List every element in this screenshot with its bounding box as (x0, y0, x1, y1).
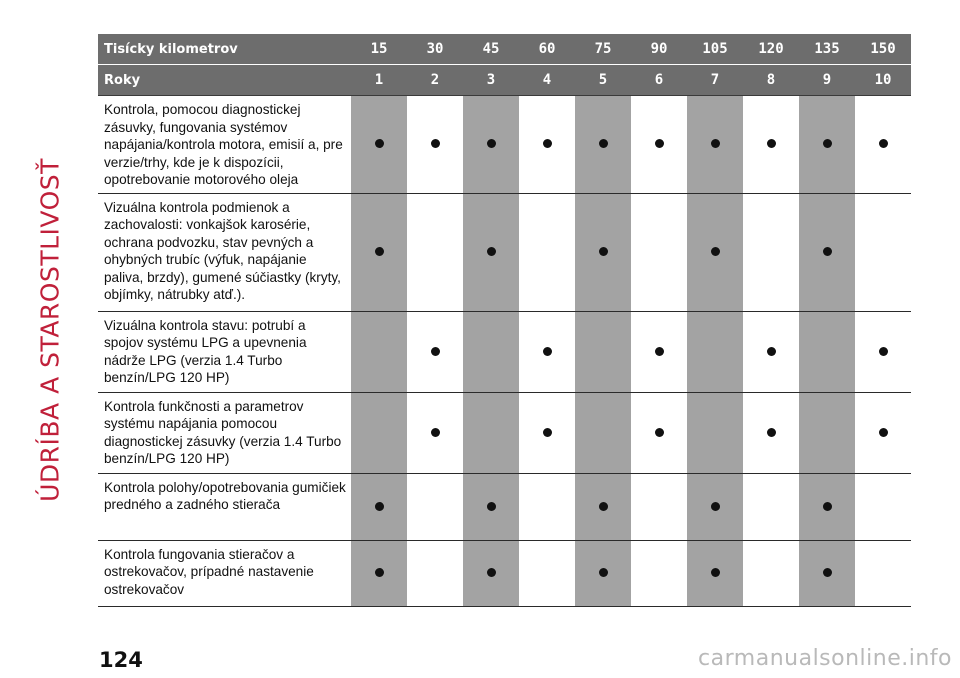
schedule-cell (519, 540, 575, 606)
check-dot-icon (823, 502, 832, 511)
header-year-cell: 8 (743, 65, 799, 96)
schedule-cell (519, 96, 575, 194)
header-km-cell: 45 (463, 34, 519, 65)
schedule-cell (407, 392, 463, 473)
schedule-row (98, 473, 911, 540)
check-dot-icon (599, 247, 608, 256)
header-km-cell: 150 (855, 34, 911, 65)
schedule-cell (631, 540, 687, 606)
header-km-cell: 30 (407, 34, 463, 65)
check-dot-icon (711, 568, 720, 577)
check-dot-icon (823, 139, 832, 148)
header-year-cell: 2 (407, 65, 463, 96)
header-year-cell: 6 (631, 65, 687, 96)
schedule-cell (351, 392, 407, 473)
check-dot-icon (487, 502, 496, 511)
schedule-cell (519, 473, 575, 540)
schedule-cell (463, 96, 519, 194)
schedule-cell (799, 540, 855, 606)
schedule-cell (799, 392, 855, 473)
schedule-cell (519, 392, 575, 473)
check-dot-icon (487, 568, 496, 577)
schedule-cell (407, 540, 463, 606)
section-title: ÚDRÍBA A STAROSTLIVOSŤ (35, 158, 65, 502)
schedule-cell (855, 311, 911, 392)
check-dot-icon (711, 247, 720, 256)
header-years-label: Roky (98, 65, 351, 96)
check-dot-icon (823, 568, 832, 577)
header-row-years (98, 65, 911, 96)
schedule-cell (575, 392, 631, 473)
schedule-cell (743, 540, 799, 606)
schedule-row-label: Vizuálna kontrola stavu: potrubí a spojov systému LPG a upevnenia nádrže LPG (verzia 1.4 Turbo benzín/LPG 120 HP) (98, 311, 351, 392)
schedule-cell (855, 540, 911, 606)
schedule-cell (855, 392, 911, 473)
schedule-cell (687, 193, 743, 311)
header-year-cell: 7 (687, 65, 743, 96)
schedule-row (98, 392, 911, 473)
check-dot-icon (375, 568, 384, 577)
schedule-cell (743, 392, 799, 473)
schedule-row (98, 96, 911, 194)
check-dot-icon (599, 568, 608, 577)
schedule-cell (743, 473, 799, 540)
schedule-cell (855, 473, 911, 540)
schedule-cell (799, 96, 855, 194)
maintenance-schedule-table (98, 34, 911, 607)
check-dot-icon (711, 139, 720, 148)
check-dot-icon (599, 139, 608, 148)
header-km-cell: 90 (631, 34, 687, 65)
schedule-row (98, 193, 911, 311)
schedule-row-label: Kontrola polohy/opotrebovania gumičiek predného a zadného stierača (98, 473, 351, 540)
check-dot-icon (431, 139, 440, 148)
schedule-cell (631, 193, 687, 311)
header-year-cell: 9 (799, 65, 855, 96)
header-km-cell: 135 (799, 34, 855, 65)
schedule-cell (575, 540, 631, 606)
check-dot-icon (823, 247, 832, 256)
schedule-row-label: Vizuálna kontrola podmienok a zachovalosti: vonkajšok karosérie, ochrana podvozku, stav pevných a ohybných trubíc (výfuk, napájanie paliva, brzdy), gumené súčiastky (kryty, objímky, nátrubky atď.). (98, 193, 351, 311)
schedule-cell (351, 473, 407, 540)
schedule-cell (407, 473, 463, 540)
schedule-cell (631, 473, 687, 540)
header-km-cell: 60 (519, 34, 575, 65)
schedule-cell (575, 96, 631, 194)
schedule-cell (631, 392, 687, 473)
schedule-cell (743, 193, 799, 311)
schedule-cell (463, 473, 519, 540)
check-dot-icon (543, 347, 552, 356)
header-km-cell: 15 (351, 34, 407, 65)
schedule-cell (855, 96, 911, 194)
schedule-cell (799, 311, 855, 392)
check-dot-icon (711, 502, 720, 511)
schedule-cell (687, 473, 743, 540)
check-dot-icon (487, 139, 496, 148)
schedule-cell (855, 193, 911, 311)
header-km-cell: 120 (743, 34, 799, 65)
check-dot-icon (543, 428, 552, 437)
watermark: carmanualsonline.info (698, 646, 952, 671)
header-row-kilometers (98, 34, 911, 65)
schedule-cell (407, 311, 463, 392)
schedule-cell (687, 540, 743, 606)
schedule-row-label: Kontrola funkčnosti a parametrov systému napájania pomocou diagnostickej zásuvky (verzia 1.4 Turbo benzín/LPG 120 HP) (98, 392, 351, 473)
schedule-row-label: Kontrola, pomocou diagnostickej zásuvky, fungovania systémov napájania/kontrola motora, emisií a, pre verzie/trhy, kde je k dispozícii, opotrebovanie motorového oleja (98, 96, 351, 194)
schedule-cell (351, 540, 407, 606)
schedule-cell (519, 311, 575, 392)
schedule-cell (631, 96, 687, 194)
check-dot-icon (767, 139, 776, 148)
schedule-cell (575, 193, 631, 311)
check-dot-icon (879, 139, 888, 148)
check-dot-icon (767, 428, 776, 437)
schedule-cell (463, 311, 519, 392)
schedule-cell (743, 311, 799, 392)
schedule-cell (687, 311, 743, 392)
schedule-cell (631, 311, 687, 392)
check-dot-icon (655, 428, 664, 437)
schedule-cell (407, 193, 463, 311)
header-km-label: Tisícky kilometrov (98, 34, 351, 65)
header-km-cell: 105 (687, 34, 743, 65)
check-dot-icon (375, 502, 384, 511)
header-year-cell: 4 (519, 65, 575, 96)
schedule-cell (463, 540, 519, 606)
check-dot-icon (431, 428, 440, 437)
header-year-cell: 3 (463, 65, 519, 96)
schedule-cell (463, 392, 519, 473)
check-dot-icon (487, 247, 496, 256)
header-year-cell: 10 (855, 65, 911, 96)
schedule-cell (463, 193, 519, 311)
header-year-cell: 5 (575, 65, 631, 96)
schedule-row-label: Kontrola fungovania stieračov a ostrekovačov, prípadné nastavenie ostrekovačov (98, 540, 351, 606)
schedule-cell (575, 473, 631, 540)
check-dot-icon (431, 347, 440, 356)
check-dot-icon (879, 428, 888, 437)
check-dot-icon (655, 347, 664, 356)
header-km-cell: 75 (575, 34, 631, 65)
schedule-row (98, 311, 911, 392)
check-dot-icon (543, 139, 552, 148)
schedule-cell (799, 473, 855, 540)
check-dot-icon (655, 139, 664, 148)
check-dot-icon (767, 347, 776, 356)
check-dot-icon (375, 139, 384, 148)
schedule-row (98, 540, 911, 606)
schedule-cell (743, 96, 799, 194)
page-number: 124 (99, 648, 143, 672)
check-dot-icon (375, 247, 384, 256)
schedule-cell (575, 311, 631, 392)
check-dot-icon (879, 347, 888, 356)
schedule-cell (799, 193, 855, 311)
schedule-cell (351, 311, 407, 392)
schedule-cell (519, 193, 575, 311)
header-year-cell: 1 (351, 65, 407, 96)
schedule-cell (407, 96, 463, 194)
schedule-cell (351, 193, 407, 311)
schedule-cell (687, 392, 743, 473)
schedule-cell (687, 96, 743, 194)
schedule-cell (351, 96, 407, 194)
check-dot-icon (599, 502, 608, 511)
